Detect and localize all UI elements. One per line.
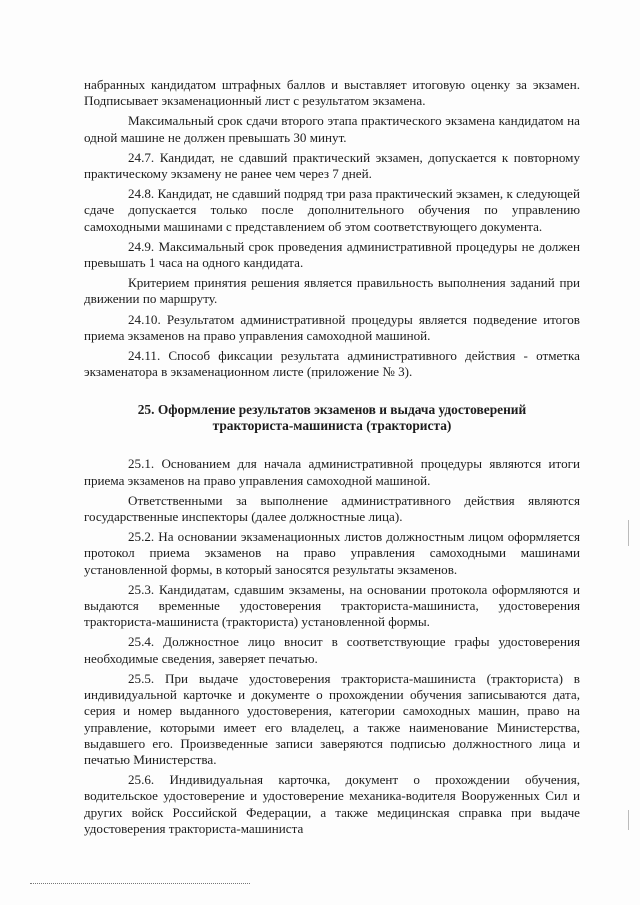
paragraph-24-9: 24.9. Максимальный срок проведения административной процедуры не должен превышать 1 часа на одного кандидата.: [84, 238, 580, 271]
paragraph-24-7: 24.7. Кандидат, не сдавший практический экзамен, допускается к повторному практическому экзамену не ранее чем через 7 дней.: [84, 149, 580, 182]
paragraph-max-time: Максимальный срок сдачи второго этапа практического экзамена кандидатом на одной машине не должен превышать 30 минут.: [84, 113, 580, 145]
scan-margin-mark: [628, 520, 629, 546]
paragraph-continuation: набранных кандидатом штрафных баллов и выставляет итоговую оценку за экзамен. Подписывает экзаменационный лист с результатом экзамена.: [84, 77, 580, 109]
paragraph-25-2: 25.2. На основании экзаменационных листов должностным лицом оформляется протокол приема экзаменов на право управления самоходными машинами установленной формы, в который заносятся результаты экзаменов.: [84, 529, 580, 577]
paragraph-25-5: 25.5. При выдаче удостоверения тракториста-машиниста (тракториста) в индивидуальной карточке и документе о прохождении обучения записываются дата, серия и номер выданного удостоверения, категории самоходных машин, право на управление, которыми имеет его владелец, а также наименование Министерства, выдавшего его. Произведенные записи заверяются подписью должностного лица и печатью Министерства.: [84, 670, 580, 767]
paragraph-24-8: 24.8. Кандидат, не сдавший подряд три раза практический экзамен, к следующей сдаче допускается только после дополнительного обучения по управлению самоходными машинами с представлением об этом соответствующего документа.: [84, 186, 580, 234]
footnote-separator: [30, 883, 250, 884]
paragraph-responsible: Ответственными за выполнение административного действия являются государственные инспекторы (далее должностные лица).: [84, 492, 580, 525]
section-heading-line1: 25. Оформление результатов экзаменов и выдача удостоверений: [137, 402, 527, 418]
paragraph-criterion: Критерием принятия решения является правильность выполнения заданий при движении по маршруту.: [84, 275, 580, 307]
paragraph-25-4: 25.4. Должностное лицо вносит в соответствующие графы удостоверения необходимые сведения, заверяет печатью.: [84, 634, 580, 666]
paragraph-24-11: 24.11. Способ фиксации результата административного действия - отметка экзаменатора в экзаменационном листе (приложение № 3).: [84, 348, 580, 380]
section-heading: [84, 402, 580, 434]
document-body: [84, 77, 580, 841]
paragraph-24-10: 24.10. Результатом административной процедуры является подведение итогов приема экзаменов на право управления самоходной машиной.: [84, 311, 580, 343]
paragraph-25-1: 25.1. Основанием для начала административной процедуры являются итоги приема экзаменов на право управления самоходной машиной.: [84, 456, 580, 488]
section-heading-line2: тракториста-машиниста (тракториста): [212, 418, 452, 434]
scan-margin-mark: [628, 810, 629, 830]
paragraph-25-6: 25.6. Индивидуальная карточка, документ о прохождении обучения, водительское удостоверение и удостоверение механика-водителя Вооруженных Сил и других войск Российской Федерации, а также медицинская справка при выдаче удостоверения тракториста-машиниста: [84, 772, 580, 836]
paragraph-25-3: 25.3. Кандидатам, сдавшим экзамены, на основании протокола оформляются и выдаются временные удостоверения тракториста-машиниста, удостоверения тракториста-машиниста (тракториста) установленной формы.: [84, 581, 580, 630]
